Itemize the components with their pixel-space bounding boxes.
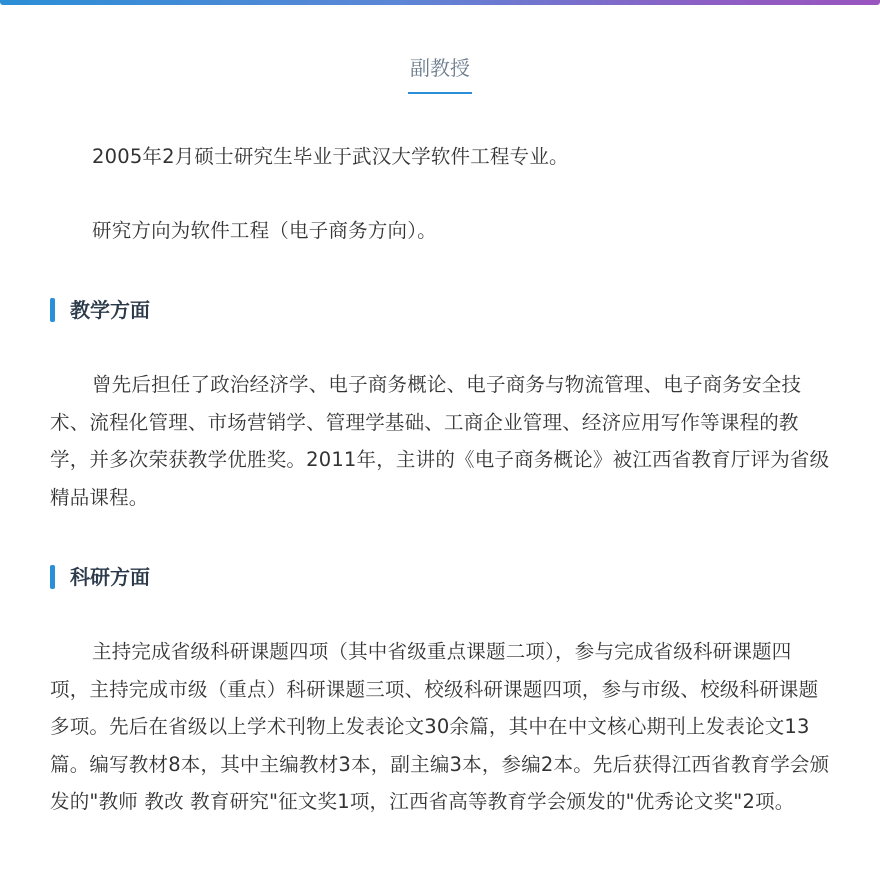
research-heading-text: 科研方面	[70, 565, 150, 589]
teaching-heading-text: 教学方面	[70, 298, 150, 322]
top-gradient-bar	[0, 0, 880, 5]
section-accent-bar	[50, 298, 55, 322]
research-paragraph: 主持完成省级科研课题四项（其中省级重点课题二项），参与完成省级科研课题四项，主持完成市级（重点）科研课题三项、校级科研课题四项，参与市级、校级科研课题多项。先后在省级以上学术刊物上发表论文30余篇，其中在中文核心期刊上发表论文13篇。编写教材8本，其中主编教材3本，副主编3本，参编2本。先后获得江西省教育学会颁发的"教师 教改 教育研究"征文奖1项，江西省高等教育学会颁发的"优秀论文奖"2项。	[50, 640, 830, 813]
section-accent-bar	[50, 565, 55, 589]
title-underline	[408, 92, 472, 94]
teaching-paragraph: 曾先后担任了政治经济学、电子商务概论、电子商务与物流管理、电子商务安全技术、流程化管理、市场营销学、管理学基础、工商企业管理、经济应用写作等课程的教学，并多次荣获教学优胜奖。2011年，主讲的《电子商务概论》被江西省教育厅评为省级精品课程。	[50, 373, 830, 509]
page-title: 副教授	[410, 56, 470, 80]
research-direction-paragraph: 研究方向为软件工程（电子商务方向）。	[92, 219, 437, 242]
education-paragraph: 2005年2月硕士研究生毕业于武汉大学软件工程专业。	[92, 145, 569, 168]
